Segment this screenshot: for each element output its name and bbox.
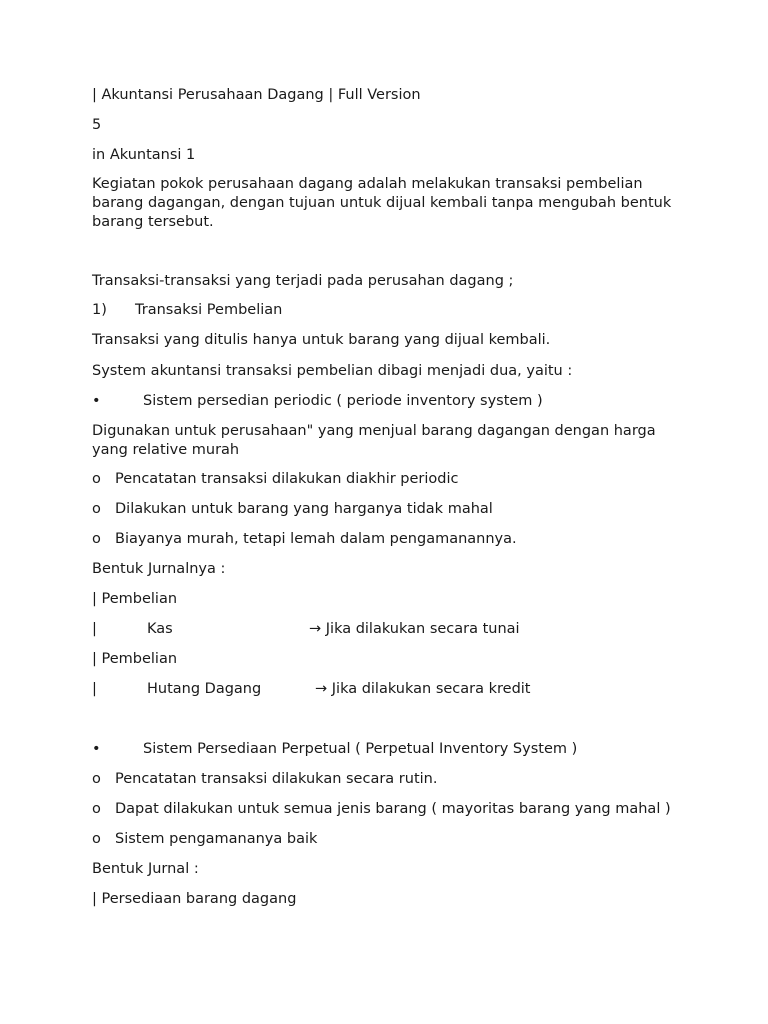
section-line: System akuntansi transaksi pembelian dibagi menjadi dua, yaitu :	[92, 363, 573, 379]
list-item: Dapat dilakukan untuk semua jenis barang ( mayoritas barang yang mahal )	[115, 801, 671, 817]
journal-debit: | Persediaan barang dagang	[92, 891, 297, 907]
point-marker: o	[92, 531, 101, 547]
journal-debit: | Pembelian	[92, 651, 178, 667]
journal-label: Bentuk Jurnal :	[92, 861, 199, 877]
list-item: Biayanya murah, tetapi lemah dalam pengamanannya.	[115, 531, 517, 547]
section-title: Transaksi Pembelian	[135, 302, 283, 318]
category-label: in Akuntansi 1	[92, 147, 196, 163]
journal-bar: |	[92, 621, 97, 637]
point-marker: o	[92, 471, 101, 487]
bullet-marker: •	[92, 741, 101, 757]
intro-paragraph: Kegiatan pokok perusahaan dagang adalah melakukan transaksi pembelian barang dagangan, dengan tujuan untuk dijual kembali tanpa mengubah bentuk barang tersebut.	[92, 176, 672, 230]
perpetual-title: Sistem Persediaan Perpetual ( Perpetual Inventory System )	[143, 741, 578, 757]
journal-bar: |	[92, 681, 97, 697]
journal-credit: Kas	[147, 621, 173, 637]
journal-credit: Hutang Dagang	[147, 681, 262, 697]
section-line: Transaksi yang ditulis hanya untuk barang yang dijual kembali.	[92, 332, 551, 348]
list-item: Pencatatan transaksi dilakukan secara rutin.	[115, 771, 438, 787]
transactions-heading: Transaksi-transaksi yang terjadi pada perusahan dagang ;	[92, 273, 514, 289]
list-item: Sistem pengamananya baik	[115, 831, 318, 847]
periodic-title: Sistem persedian periodic ( periode inventory system )	[143, 393, 543, 409]
rating-value: 5	[92, 117, 102, 133]
document-header: | Akuntansi Perusahaan Dagang | Full Version	[92, 87, 421, 103]
journal-note: → Jika dilakukan secara kredit	[315, 681, 531, 697]
list-item: Pencatatan transaksi dilakukan diakhir periodic	[115, 471, 459, 487]
journal-label: Bentuk Jurnalnya :	[92, 561, 226, 577]
journal-debit: | Pembelian	[92, 591, 178, 607]
section-number: 1)	[92, 302, 107, 318]
bullet-marker: •	[92, 393, 101, 409]
point-marker: o	[92, 831, 101, 847]
periodic-description: Digunakan untuk perusahaan" yang menjual barang dagangan dengan harga yang relative murah	[92, 423, 656, 458]
point-marker: o	[92, 771, 101, 787]
point-marker: o	[92, 501, 101, 517]
journal-note: → Jika dilakukan secara tunai	[309, 621, 520, 637]
list-item: Dilakukan untuk barang yang harganya tidak mahal	[115, 501, 493, 517]
point-marker: o	[92, 801, 101, 817]
